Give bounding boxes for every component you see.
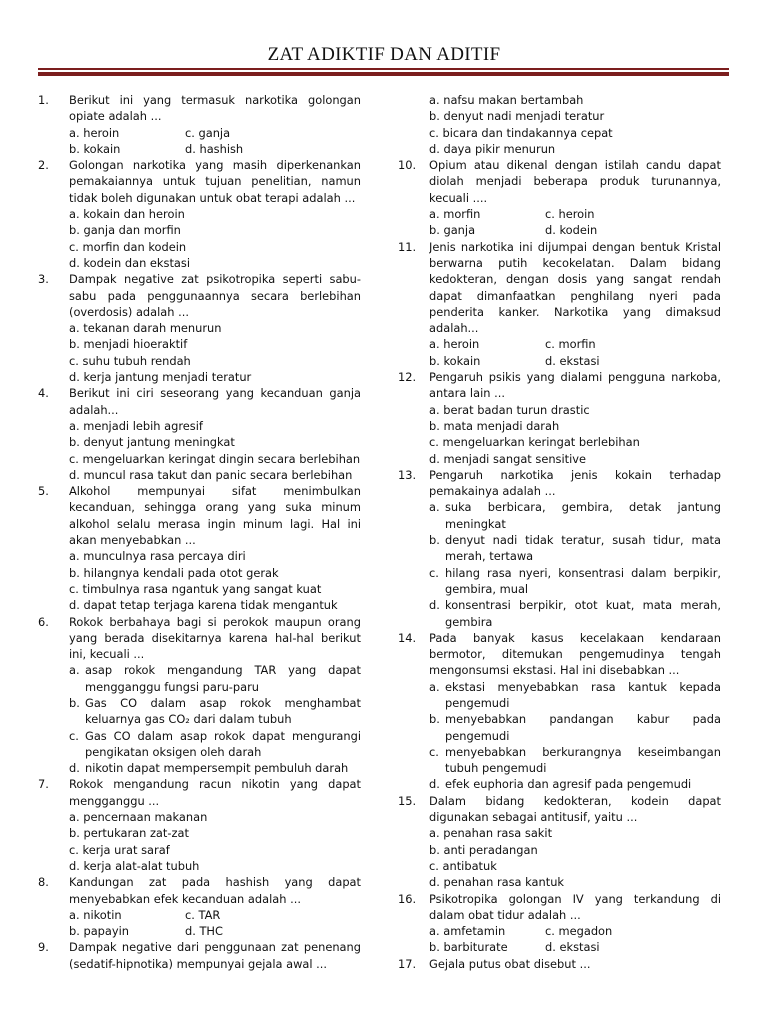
option-choice: c. TAR [185, 907, 221, 922]
option-line: hilang rasa nyeri, konsentrasi dalam berpikir, [445, 565, 721, 580]
option-row [398, 222, 721, 238]
question-number: 1. [38, 93, 49, 107]
option-choice [398, 711, 721, 744]
option-row [38, 923, 361, 939]
question-item [38, 614, 361, 777]
option-choice: a. penahan rasa sakit [429, 826, 553, 841]
option-choice: c. megadon [545, 924, 613, 939]
question-stem [38, 271, 361, 320]
question-text [429, 239, 721, 337]
question-number: 10. [398, 158, 417, 173]
question-line: adalah... [69, 402, 119, 417]
question-item [398, 369, 721, 467]
question-item [398, 239, 721, 369]
question-text [429, 369, 721, 402]
question-line: Pada banyak kasus kecelakaan kendaraan [429, 630, 721, 645]
question-item [38, 939, 361, 972]
question-line: akan menyebabkan ... [69, 533, 196, 548]
question-stem [398, 630, 721, 679]
option-choice [398, 565, 721, 598]
question-item [398, 956, 721, 972]
option-choice: b. mata menjadi darah [429, 418, 560, 433]
option-choice: c. mengeluarkan keringat berlebihan [429, 435, 640, 450]
question-item [38, 385, 361, 483]
question-line: kecuali .... [429, 190, 488, 205]
option-choice: b. barbiturate [429, 940, 508, 955]
option-choice: a. amfetamin [429, 924, 506, 939]
question-line: mengonsumsi ekstasi. Hal ini disebabkan ... [429, 663, 680, 678]
question-line: Jenis narkotika ini dijumpai dengan bentuk Kristal [429, 239, 721, 254]
question-item [398, 467, 721, 630]
question-item [398, 793, 721, 891]
option-choice: b. denyut jantung meningkat [69, 435, 235, 450]
option-choice: d. hashish [185, 141, 244, 156]
option-choice [398, 776, 721, 792]
question-item [38, 483, 361, 613]
question-line: Pengaruh psikis yang dialami pengguna narkoba, [429, 370, 721, 385]
option-choice: b. kokain [69, 141, 121, 156]
question-line: (sedatif-hipnotika) mempunyai gejala awal ... [69, 956, 328, 971]
question-stem [38, 776, 361, 809]
option-line: tubuh pengemudi [445, 761, 547, 776]
option-choice: d. ekstasi [545, 353, 600, 368]
question-number: 7. [38, 777, 49, 792]
option-choice: d. daya pikir menurun [429, 141, 556, 156]
question-stem [38, 157, 361, 206]
option-line: ekstasi menyebabkan rasa kantuk kepada [445, 679, 721, 694]
question-text [69, 874, 361, 907]
question-line: tidak boleh digunakan untuk obat terapi adalah ... [69, 190, 356, 205]
question-line: berwarna putih kecokelatan. Dalam bidang [429, 255, 721, 270]
question-stem [38, 614, 361, 663]
option-letter: b. [69, 695, 80, 710]
option-line: pengemudi [445, 728, 510, 743]
question-line: ini, kecuali ... [69, 647, 145, 662]
option-choice: c. morfin [545, 337, 596, 352]
option-line: Gas CO dalam asap rokok menghambat [85, 695, 361, 710]
option-line: denyut nadi tidak teratur, susah tidur, mata [445, 533, 721, 548]
option-letter: c. [69, 728, 79, 743]
question-stem [398, 956, 721, 972]
option-line: keluarnya gas CO₂ dari dalam tubuh [85, 712, 292, 727]
option-text [85, 728, 361, 761]
question-line: opiate adalah ... [69, 109, 162, 124]
question-text [69, 483, 361, 548]
option-line: menyebabkan pandangan kabur pada [445, 712, 721, 727]
question-text [69, 92, 361, 125]
question-number: 8. [38, 875, 49, 890]
option-choice: c. bicara dan tindakannya cepat [429, 125, 613, 140]
question-item [38, 92, 361, 157]
option-choice: a. kokain dan heroin [69, 207, 185, 222]
question-number: 14. [398, 630, 417, 645]
question-number: 15. [398, 793, 417, 808]
question-line: Psikotropika golongan IV yang terkandung di [429, 891, 721, 906]
option-row [398, 336, 721, 352]
question-stem [398, 157, 721, 206]
option-line: suka berbicara, gembira, detak jantung [445, 500, 721, 515]
option-choice: c. antibatuk [429, 858, 497, 873]
question-line: Alkohol mempunyai sifat menimbulkan [69, 484, 361, 499]
question-stem [398, 793, 721, 826]
option-choice: c. morfin dan kodein [69, 239, 187, 254]
option-choice: d. menjadi sangat sensitive [429, 451, 587, 466]
option-letter: a. [429, 500, 440, 515]
question-line: pemakainya adalah ... [429, 484, 556, 499]
option-letter: d. [429, 598, 440, 613]
question-line: digunakan sebagai antitusif, yaitu ... [429, 810, 638, 825]
option-line: gembira [445, 614, 493, 629]
option-row [398, 923, 721, 939]
option-choice: c. mengeluarkan keringat dingin secara berlebihan [69, 451, 361, 466]
option-row [38, 907, 361, 923]
question-line: Berikut ini ciri seseorang yang kecanduan ganja [69, 386, 361, 401]
page-title: ZAT ADIKTIF DAN ADITIF [267, 44, 501, 65]
option-choice: d. kerja jantung menjadi teratur [69, 370, 252, 385]
option-choice [398, 597, 721, 630]
question-number: 6. [38, 614, 49, 629]
option-choice [38, 695, 361, 728]
option-letter: d. [429, 777, 440, 792]
question-text [429, 956, 721, 972]
option-choice: a. menjadi lebih agresif [69, 418, 203, 433]
question-number: 4. [38, 386, 49, 401]
question-item [398, 92, 721, 157]
question-line: Opium atau dikenal dengan istilah candu dapat [429, 158, 721, 173]
option-text [445, 565, 721, 598]
question-stem [398, 467, 721, 500]
question-stem [398, 239, 721, 337]
option-letter: a. [69, 663, 80, 678]
option-row [398, 939, 721, 955]
question-number: 5. [38, 484, 49, 499]
option-choice [38, 728, 361, 761]
option-choice: b. pertukaran zat-zat [69, 826, 189, 841]
option-choice: c. suhu tubuh rendah [69, 353, 191, 368]
option-choice: c. timbulnya rasa ngantuk yang sangat kuat [69, 581, 322, 596]
option-letter: b. [429, 533, 440, 548]
option-letter: c. [429, 565, 439, 580]
option-choice: d. kodein [545, 223, 598, 238]
option-choice: d. muncul rasa takut dan panic secara berlebihan [69, 467, 353, 482]
option-choice: b. menjadi hioeraktif [69, 337, 188, 352]
question-line: Dampak negative zat psikotropika seperti sabu- [69, 272, 361, 287]
question-item [398, 157, 721, 238]
question-line: bermotor, ditemukan pengemudinya tengah [429, 647, 721, 662]
question-text [69, 157, 361, 206]
question-stem [38, 92, 361, 125]
option-choice: c. kerja urat saraf [69, 842, 170, 857]
question-text [429, 467, 721, 500]
question-text [69, 776, 361, 809]
question-text [69, 271, 361, 320]
option-text [445, 776, 721, 792]
question-stem [398, 369, 721, 402]
option-choice: b. kokain [429, 353, 481, 368]
question-number: 17. [398, 956, 417, 971]
option-choice: c. ganja [185, 125, 231, 140]
question-item [38, 776, 361, 874]
question-line: mengganggu ... [69, 793, 160, 808]
option-line: pengikatan oksigen oleh darah [85, 744, 262, 759]
option-choice: a. tekanan darah menurun [69, 321, 222, 336]
option-text [445, 597, 721, 630]
option-choice: a. pencernaan makanan [69, 810, 208, 825]
question-item [398, 891, 721, 956]
question-number: 13. [398, 467, 417, 482]
question-text [429, 157, 721, 206]
question-text [429, 891, 721, 924]
question-line: Dampak negative dari penggunaan zat penenang [69, 940, 361, 955]
option-choice [398, 744, 721, 777]
option-text [85, 662, 361, 695]
option-choice: b. ganja dan morfin [69, 223, 181, 238]
question-line: kedokteran, dengan dosis yang sangat rendah [429, 272, 721, 287]
option-choice: b. anti peradangan [429, 842, 538, 857]
question-line: alkohol selalu merasa ingin minum lagi. Hal ini [69, 516, 361, 531]
option-text [85, 695, 361, 728]
right-column [398, 92, 721, 972]
option-text [445, 532, 721, 565]
question-item [38, 271, 361, 385]
question-text [69, 385, 361, 418]
option-choice: a. berat badan turun drastic [429, 402, 590, 417]
option-line: merah, tertawa [445, 549, 534, 564]
option-choice: a. munculnya rasa percaya diri [69, 549, 246, 564]
question-number: 3. [38, 272, 49, 287]
question-text [69, 939, 361, 972]
question-stem [398, 891, 721, 924]
option-choice: b. papayin [69, 924, 130, 939]
option-line: meningkat [445, 516, 506, 531]
option-letter: a. [429, 679, 440, 694]
option-row [38, 125, 361, 141]
option-choice: b. denyut nadi menjadi teratur [429, 109, 605, 124]
option-choice: b. hilangnya kendali pada otot gerak [69, 565, 279, 580]
question-line: Dalam bidang kedokteran, kodein dapat [429, 793, 721, 808]
question-text [429, 793, 721, 826]
question-line: adalah... [429, 321, 479, 336]
question-line: menyebabkan efek kecanduan adalah ... [69, 891, 301, 906]
question-line: dalam obat tidur adalah ... [429, 907, 581, 922]
option-choice: a. morfin [429, 207, 481, 222]
question-line: antara lain ... [429, 386, 505, 401]
question-line: Rokok mengandung racun nikotin yang dapat [69, 777, 361, 792]
question-text [69, 614, 361, 663]
option-text [445, 711, 721, 744]
question-line: sabu pada penggunaannya secara berlebihan [69, 288, 361, 303]
question-line: pemakaiannya untuk tujuan penelitian, namun [69, 174, 361, 189]
question-number: 9. [38, 940, 49, 955]
option-choice [398, 499, 721, 532]
option-choice [38, 662, 361, 695]
title-rule-thick [38, 72, 729, 76]
option-row [398, 353, 721, 369]
option-choice [398, 679, 721, 712]
option-choice: d. kerja alat-alat tubuh [69, 858, 200, 873]
option-choice: d. ekstasi [545, 940, 600, 955]
option-choice [38, 760, 361, 776]
question-item [398, 630, 721, 793]
option-text [445, 679, 721, 712]
option-line: Gas CO dalam asap rokok dapat mengurangi [85, 728, 361, 743]
option-choice: b. ganja [429, 223, 476, 238]
question-item [38, 874, 361, 939]
option-letter: d. [69, 761, 80, 776]
question-line: Kandungan zat pada hashish yang dapat [69, 875, 361, 890]
option-text [85, 760, 361, 776]
option-line: menyebabkan berkurangnya keseimbangan [445, 744, 721, 759]
question-line: dapat dimanfaatkan penghilang nyeri pada [429, 288, 721, 303]
question-line: kecanduan, sehingga orang yang suka minum [69, 500, 361, 515]
left-column [38, 92, 361, 972]
question-line: Pengaruh narkotika jenis kokain terhadap [429, 467, 721, 482]
question-stem [38, 385, 361, 418]
question-line: Golongan narkotika yang masih diperkenankan [69, 158, 361, 173]
option-choice: c. heroin [545, 207, 595, 222]
question-line: Rokok berbahaya bagi si perokok maupun orang [69, 614, 361, 629]
question-number: 12. [398, 370, 417, 385]
question-stem [38, 483, 361, 548]
option-line: konsentrasi berpikir, otot kuat, mata merah, [445, 598, 721, 613]
option-text [445, 499, 721, 532]
option-letter: c. [429, 744, 439, 759]
option-choice: a. heroin [69, 125, 120, 140]
option-line: mengganggu fungsi paru-paru [85, 679, 260, 694]
question-number: 16. [398, 891, 417, 906]
option-choice: d. dapat tetap terjaga karena tidak mengantuk [69, 598, 338, 613]
option-line: gembira, mual [445, 581, 529, 596]
question-text [429, 630, 721, 679]
question-item [38, 157, 361, 271]
option-row [398, 206, 721, 222]
question-line: diolah menjadi beberapa produk turunannya, [429, 174, 721, 189]
title-rule-thin [38, 68, 729, 70]
option-line: efek euphoria dan agresif pada pengemudi [445, 777, 692, 792]
question-number: 2. [38, 158, 49, 173]
question-line: Gejala putus obat disebut ... [429, 956, 591, 971]
question-line: (overdosis) adalah ... [69, 304, 189, 319]
question-number: 11. [398, 239, 417, 254]
option-text [445, 744, 721, 777]
option-line: asap rokok mengandung TAR yang dapat [85, 663, 361, 678]
option-line: nikotin dapat mempersempit pembuluh darah [85, 761, 349, 776]
question-line: Berikut ini yang termasuk narkotika golongan [69, 93, 361, 107]
question-line: yang berada disekitarnya karena hal-hal berikut [69, 630, 361, 645]
option-choice: a. nafsu makan bertambah [429, 93, 584, 107]
question-line: penderita kanker. Narkotika yang dimaksud [429, 304, 721, 319]
option-letter: b. [429, 712, 440, 727]
option-choice: d. penahan rasa kantuk [429, 875, 565, 890]
question-stem [38, 874, 361, 907]
option-choice: d. THC [185, 924, 223, 939]
option-choice: a. nikotin [69, 907, 122, 922]
question-stem [38, 939, 361, 972]
option-choice: d. kodein dan ekstasi [69, 255, 191, 270]
option-line: pengemudi [445, 695, 510, 710]
option-choice: a. heroin [429, 337, 480, 352]
option-row [38, 141, 361, 157]
option-choice [398, 532, 721, 565]
